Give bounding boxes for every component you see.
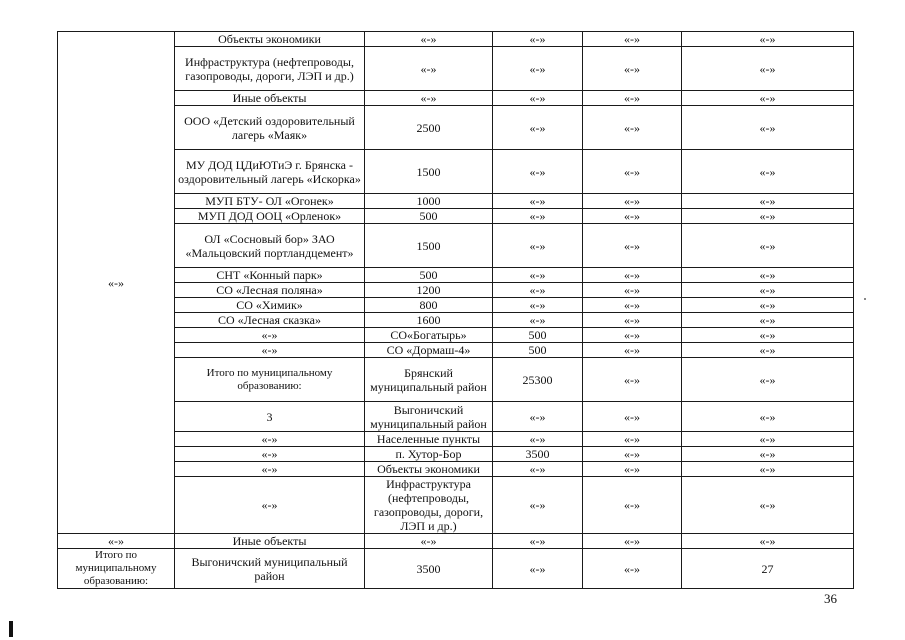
table-cell: Итого по муниципальному образованию: <box>58 549 175 589</box>
table-cell: «-» <box>583 358 682 402</box>
table-cell: «-» <box>493 283 583 298</box>
table-cell: «-» <box>175 432 365 447</box>
table-cell: «-» <box>583 106 682 150</box>
table-row <box>58 462 854 477</box>
table-row <box>58 224 854 268</box>
table-cell: Населенные пункты <box>365 432 493 447</box>
table-row <box>58 343 854 358</box>
table-row <box>58 47 854 91</box>
table-cell: 25300 <box>493 358 583 402</box>
table-cell: «-» <box>365 47 493 91</box>
table-row <box>58 32 854 47</box>
table-cell: «-» <box>682 328 854 343</box>
table-cell: «-» <box>682 402 854 432</box>
table-cell: 1000 <box>365 194 493 209</box>
table-cell: «-» <box>583 328 682 343</box>
table-cell: «-» <box>682 313 854 328</box>
table-cell: «-» <box>493 224 583 268</box>
table-cell: МУП ДОД ООЦ «Орленок» <box>175 209 365 224</box>
table-cell: «-» <box>682 477 854 534</box>
table-cell: СНТ «Конный парк» <box>175 268 365 283</box>
table-cell: «-» <box>682 194 854 209</box>
table-cell: «-» <box>175 477 365 534</box>
table-cell: «-» <box>175 328 365 343</box>
table-row <box>58 268 854 283</box>
table-cell: 500 <box>365 268 493 283</box>
table-cell: Брянский муниципальный район <box>365 358 493 402</box>
table-cell: «-» <box>682 534 854 549</box>
table-cell: СО «Химик» <box>175 298 365 313</box>
table-row <box>58 106 854 150</box>
table-row <box>58 209 854 224</box>
table-cell: 2500 <box>365 106 493 150</box>
table-cell: «-» <box>583 194 682 209</box>
table-cell: 1500 <box>365 150 493 194</box>
table-cell: Иные объекты <box>175 534 365 549</box>
table-cell: 1200 <box>365 283 493 298</box>
table-cell: «-» <box>682 224 854 268</box>
table-cell: «-» <box>175 343 365 358</box>
table-cell: «-» <box>365 534 493 549</box>
table-row <box>58 328 854 343</box>
table-cell: «-» <box>682 432 854 447</box>
table-cell: «-» <box>583 402 682 432</box>
table-cell: «-» <box>583 268 682 283</box>
table-cell: «-» <box>583 432 682 447</box>
table-row <box>58 194 854 209</box>
table-cell: «-» <box>583 477 682 534</box>
table-cell: «-» <box>583 283 682 298</box>
table-cell: «-» <box>583 534 682 549</box>
table-cell: п. Хутор-Бор <box>365 447 493 462</box>
table-cell: «-» <box>583 313 682 328</box>
table-cell: «-» <box>493 47 583 91</box>
table-cell: «-» <box>583 150 682 194</box>
table-cell: «-» <box>493 150 583 194</box>
table-cell: «-» <box>682 358 854 402</box>
table-cell: 500 <box>493 328 583 343</box>
table-row <box>58 313 854 328</box>
table-row <box>58 447 854 462</box>
table-cell: «-» <box>58 32 175 534</box>
table-cell: «-» <box>583 32 682 47</box>
table-cell: 1600 <box>365 313 493 328</box>
table-cell: Объекты экономики <box>175 32 365 47</box>
table-cell: МУП БТУ- ОЛ «Огонек» <box>175 194 365 209</box>
table-cell: Выгоничский муниципальный район <box>365 402 493 432</box>
table-cell: Инфраструктура (нефтепроводы, газопроводы, дороги, ЛЭП и др.) <box>365 477 493 534</box>
table-cell: СО «Лесная сказка» <box>175 313 365 328</box>
margin-mark <box>9 621 13 637</box>
table-cell: «-» <box>583 224 682 268</box>
table-cell: ООО «Детский оздоровительный лагерь «Маяк» <box>175 106 365 150</box>
table-cell: «-» <box>365 91 493 106</box>
table-cell: 500 <box>493 343 583 358</box>
table-cell: «-» <box>58 534 175 549</box>
table-cell: 3 <box>175 402 365 432</box>
table-cell: «-» <box>493 313 583 328</box>
table-row <box>58 298 854 313</box>
table-cell: «-» <box>583 209 682 224</box>
table-cell: ОЛ «Сосновый бор» ЗАО «Мальцовский портландцемент» <box>175 224 365 268</box>
table-row <box>58 534 854 549</box>
table-cell: «-» <box>493 106 583 150</box>
table-cell: «-» <box>493 32 583 47</box>
table-cell: «-» <box>682 343 854 358</box>
table-cell: 3500 <box>493 447 583 462</box>
table-row <box>58 432 854 447</box>
table-cell: «-» <box>493 298 583 313</box>
table-cell: «-» <box>493 432 583 447</box>
table-row <box>58 402 854 432</box>
table-cell: 800 <box>365 298 493 313</box>
table-body <box>58 32 854 589</box>
table-cell: «-» <box>583 343 682 358</box>
table-cell: «-» <box>682 150 854 194</box>
table-cell: «-» <box>682 447 854 462</box>
table-cell: «-» <box>493 534 583 549</box>
table-cell: «-» <box>682 91 854 106</box>
scan-speck <box>864 298 866 300</box>
table-cell: 3500 <box>365 549 493 589</box>
table-row <box>58 150 854 194</box>
table-cell: «-» <box>493 462 583 477</box>
table-cell: «-» <box>493 549 583 589</box>
page-number: 36 <box>824 591 837 606</box>
table-cell: «-» <box>493 477 583 534</box>
table-cell: «-» <box>682 298 854 313</box>
table-row <box>58 477 854 534</box>
table-cell: 1500 <box>365 224 493 268</box>
table-cell: Инфраструктура (нефтепроводы, газопроводы, дороги, ЛЭП и др.) <box>175 47 365 91</box>
table-cell: «-» <box>583 447 682 462</box>
table-cell: «-» <box>175 462 365 477</box>
table-cell: «-» <box>493 268 583 283</box>
table-cell: Выгоничский муниципальный район <box>175 549 365 589</box>
table-cell: СО «Лесная поляна» <box>175 283 365 298</box>
table-cell: «-» <box>583 298 682 313</box>
table-cell: СО«Богатырь» <box>365 328 493 343</box>
table-cell: «-» <box>682 283 854 298</box>
data-table <box>57 31 854 589</box>
table-row <box>58 283 854 298</box>
table-cell: «-» <box>175 447 365 462</box>
table-cell: 27 <box>682 549 854 589</box>
table-cell: СО «Дормаш-4» <box>365 343 493 358</box>
table-cell: «-» <box>493 402 583 432</box>
table-row <box>58 358 854 402</box>
table-cell: Итого по муниципальному образованию: <box>175 358 365 402</box>
table-cell: МУ ДОД ЦДиЮТиЭ г. Брянска - оздоровительный лагерь «Искорка» <box>175 150 365 194</box>
table-cell: Иные объекты <box>175 91 365 106</box>
table-cell: «-» <box>682 209 854 224</box>
table-cell: «-» <box>493 209 583 224</box>
table-cell: «-» <box>583 47 682 91</box>
table-cell: «-» <box>682 32 854 47</box>
table-cell: 500 <box>365 209 493 224</box>
table-row <box>58 91 854 106</box>
table-cell: «-» <box>493 194 583 209</box>
table-cell: «-» <box>682 462 854 477</box>
table-cell: «-» <box>365 32 493 47</box>
table-cell: Объекты экономики <box>365 462 493 477</box>
table-cell: «-» <box>682 106 854 150</box>
table-cell: «-» <box>493 91 583 106</box>
table-cell: «-» <box>583 91 682 106</box>
table-cell: «-» <box>682 268 854 283</box>
table-cell: «-» <box>583 549 682 589</box>
table-cell: «-» <box>583 462 682 477</box>
table-cell: «-» <box>682 47 854 91</box>
table-row <box>58 549 854 589</box>
